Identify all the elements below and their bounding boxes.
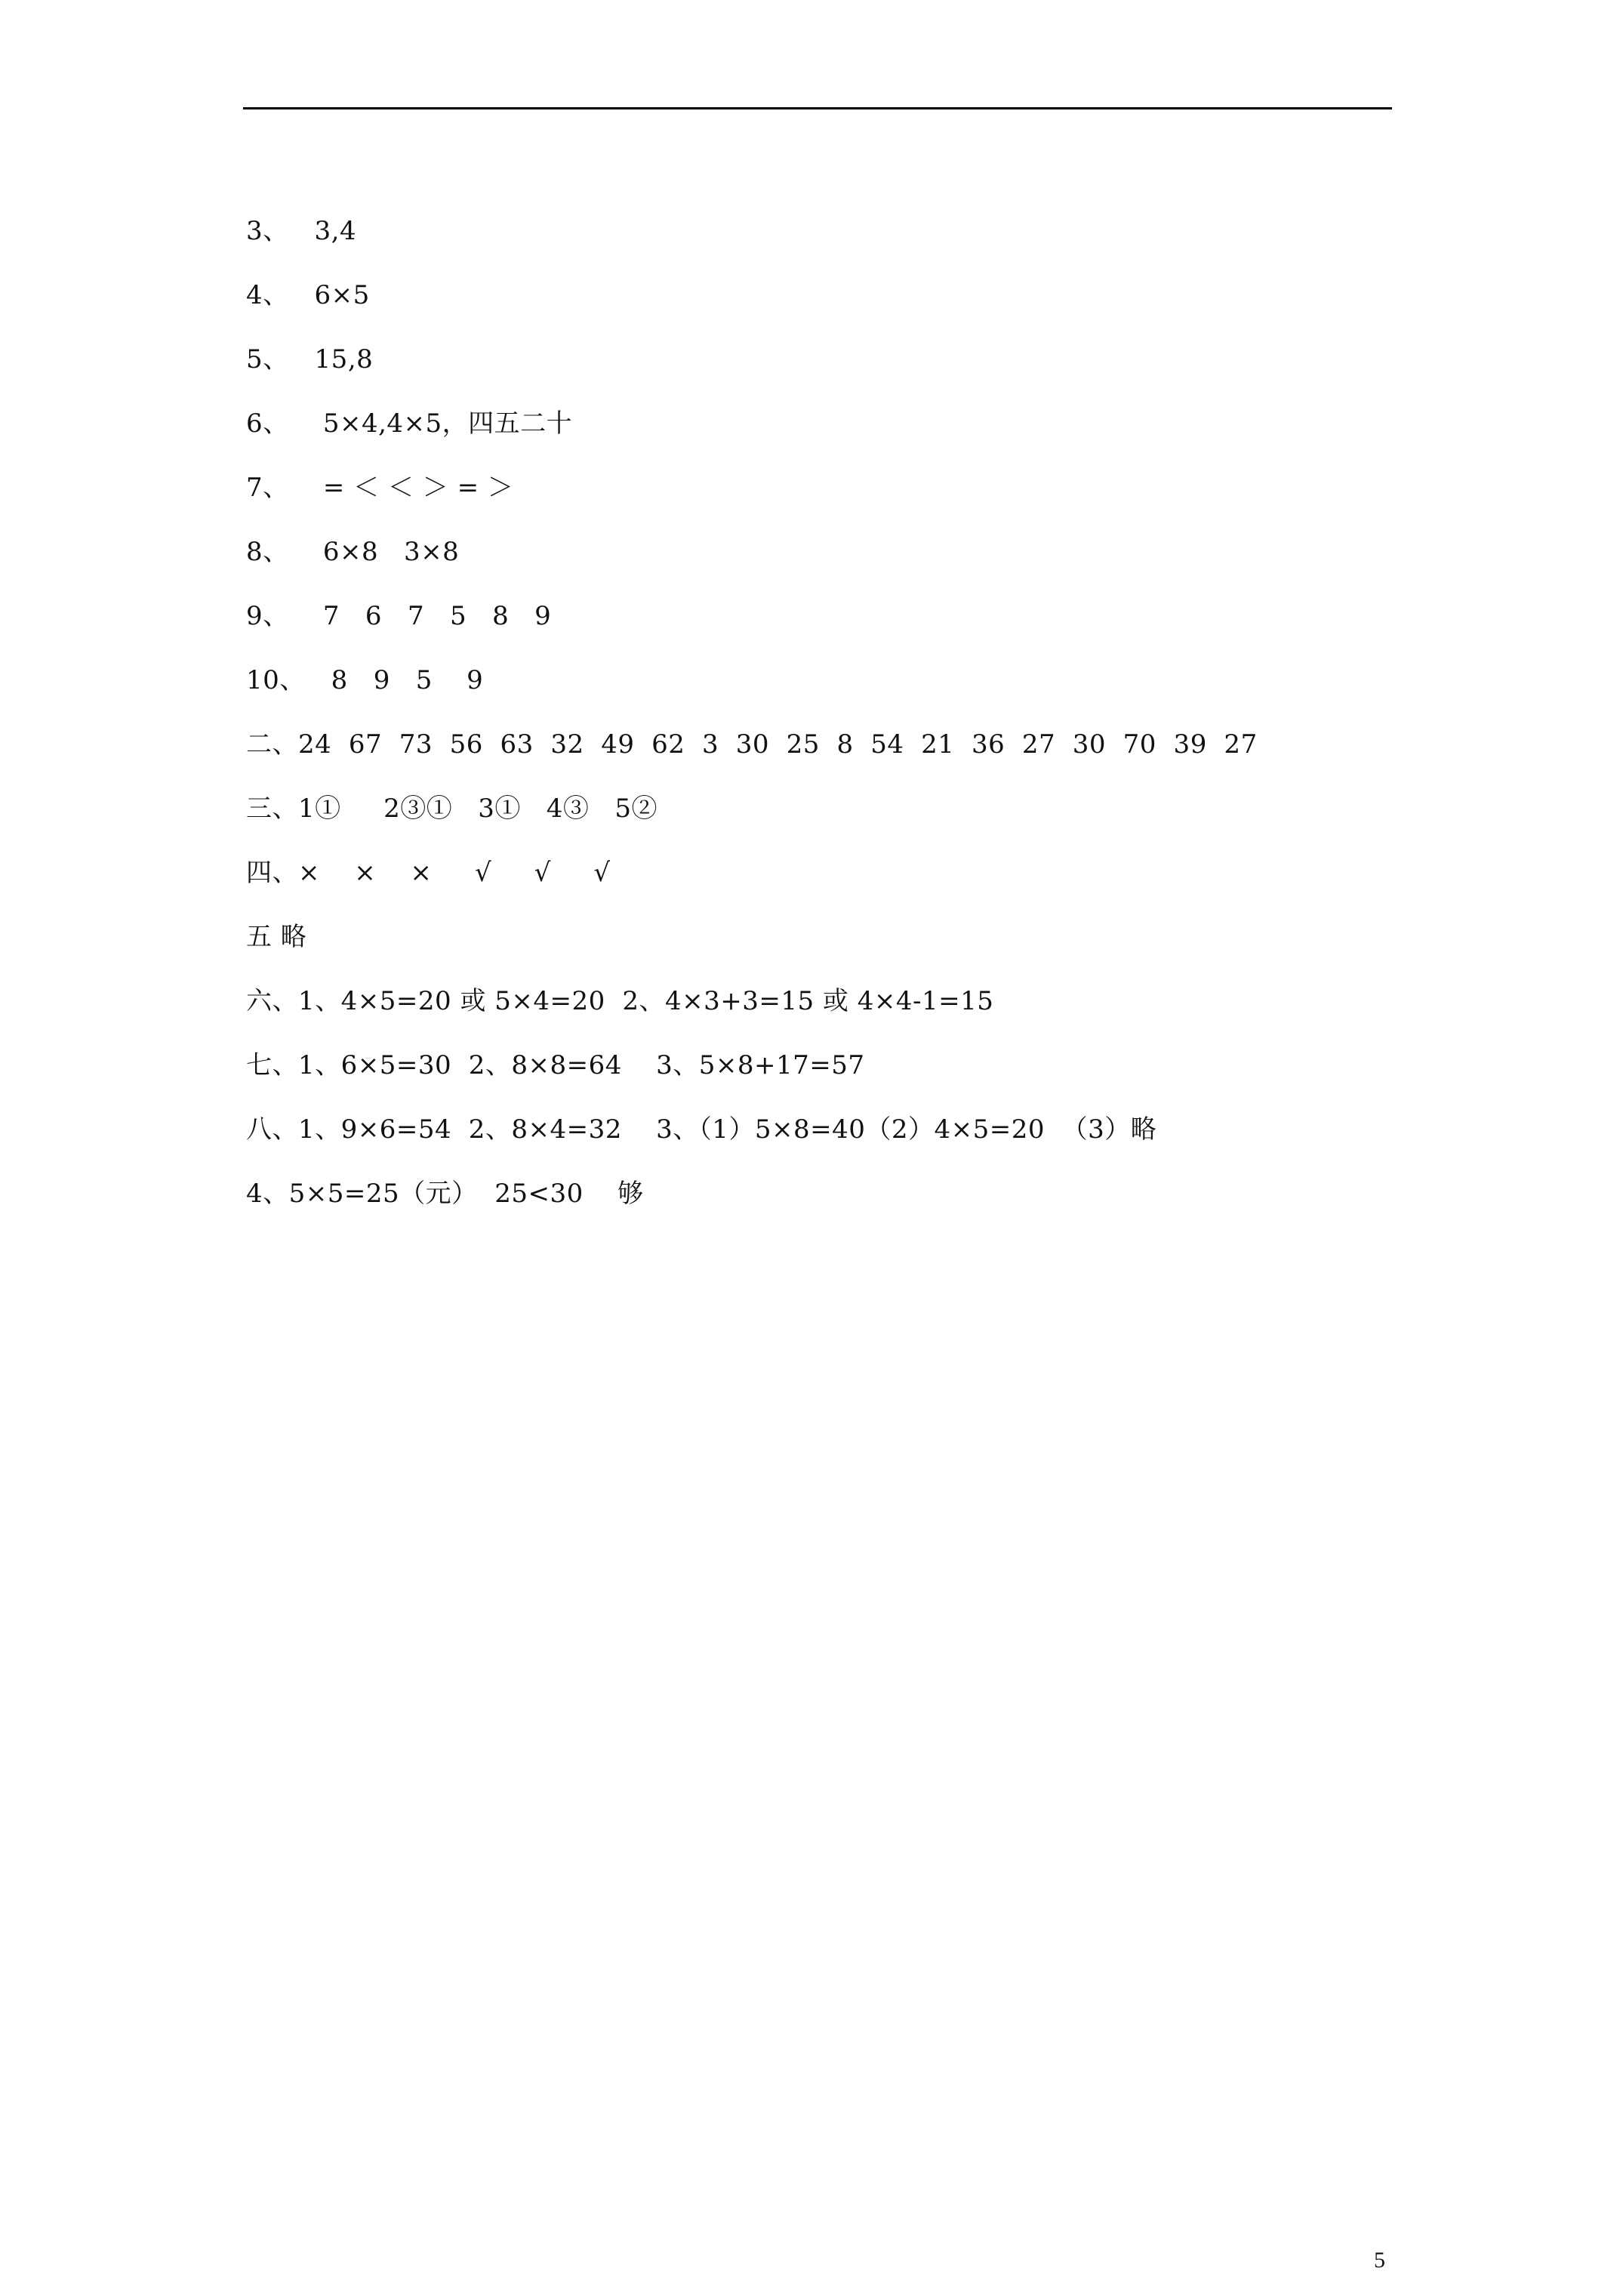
section-5-answers: 五 略 [246, 922, 307, 952]
answer-line-10: 10、 8 9 5 9 [246, 665, 484, 695]
section-6-answers: 六、1、4×5=20 或 5×4=20 2、4×3+3=15 或 4×4-1=15 [246, 986, 994, 1016]
answer-line-6: 6、 5×4,4×5，四五二十 [246, 408, 573, 439]
answer-list [246, 210, 1394, 1237]
section-8-answer-4: 4、5×5=25（元） 25<30 够 [246, 1179, 644, 1209]
answer-line-7: 7、 = ＜ ＜ ＞ = ＞ [246, 473, 514, 503]
section-4-answers: 四、× × × √ √ √ [246, 858, 611, 888]
answer-line-4: 4、 6×5 [246, 280, 370, 310]
section-7-answers: 七、1、6×5=30 2、8×8=64 3、5×8+17=57 [246, 1050, 865, 1080]
answer-line-3: 3、 3,4 [246, 216, 357, 246]
answer-line-8: 8、 6×8 3×8 [246, 537, 460, 567]
answer-line-5: 5、 15,8 [246, 344, 374, 374]
answer-line-9: 9、 7 6 7 5 8 9 [246, 601, 552, 631]
section-3-answers: 三、1① 2③① 3① 4③ 5② [246, 794, 658, 824]
section-8-answers: 八、1、9×6=54 2、8×4=32 3、（1）5×8=40（2）4×5=20 （3）略 [246, 1114, 1157, 1145]
header-rule [243, 107, 1392, 109]
section-2-answers: 二、24 67 73 56 63 32 49 62 3 30 25 8 54 21 36 27 30 70 39 27 [246, 729, 1258, 760]
page-number: 5 [1374, 2248, 1385, 2273]
